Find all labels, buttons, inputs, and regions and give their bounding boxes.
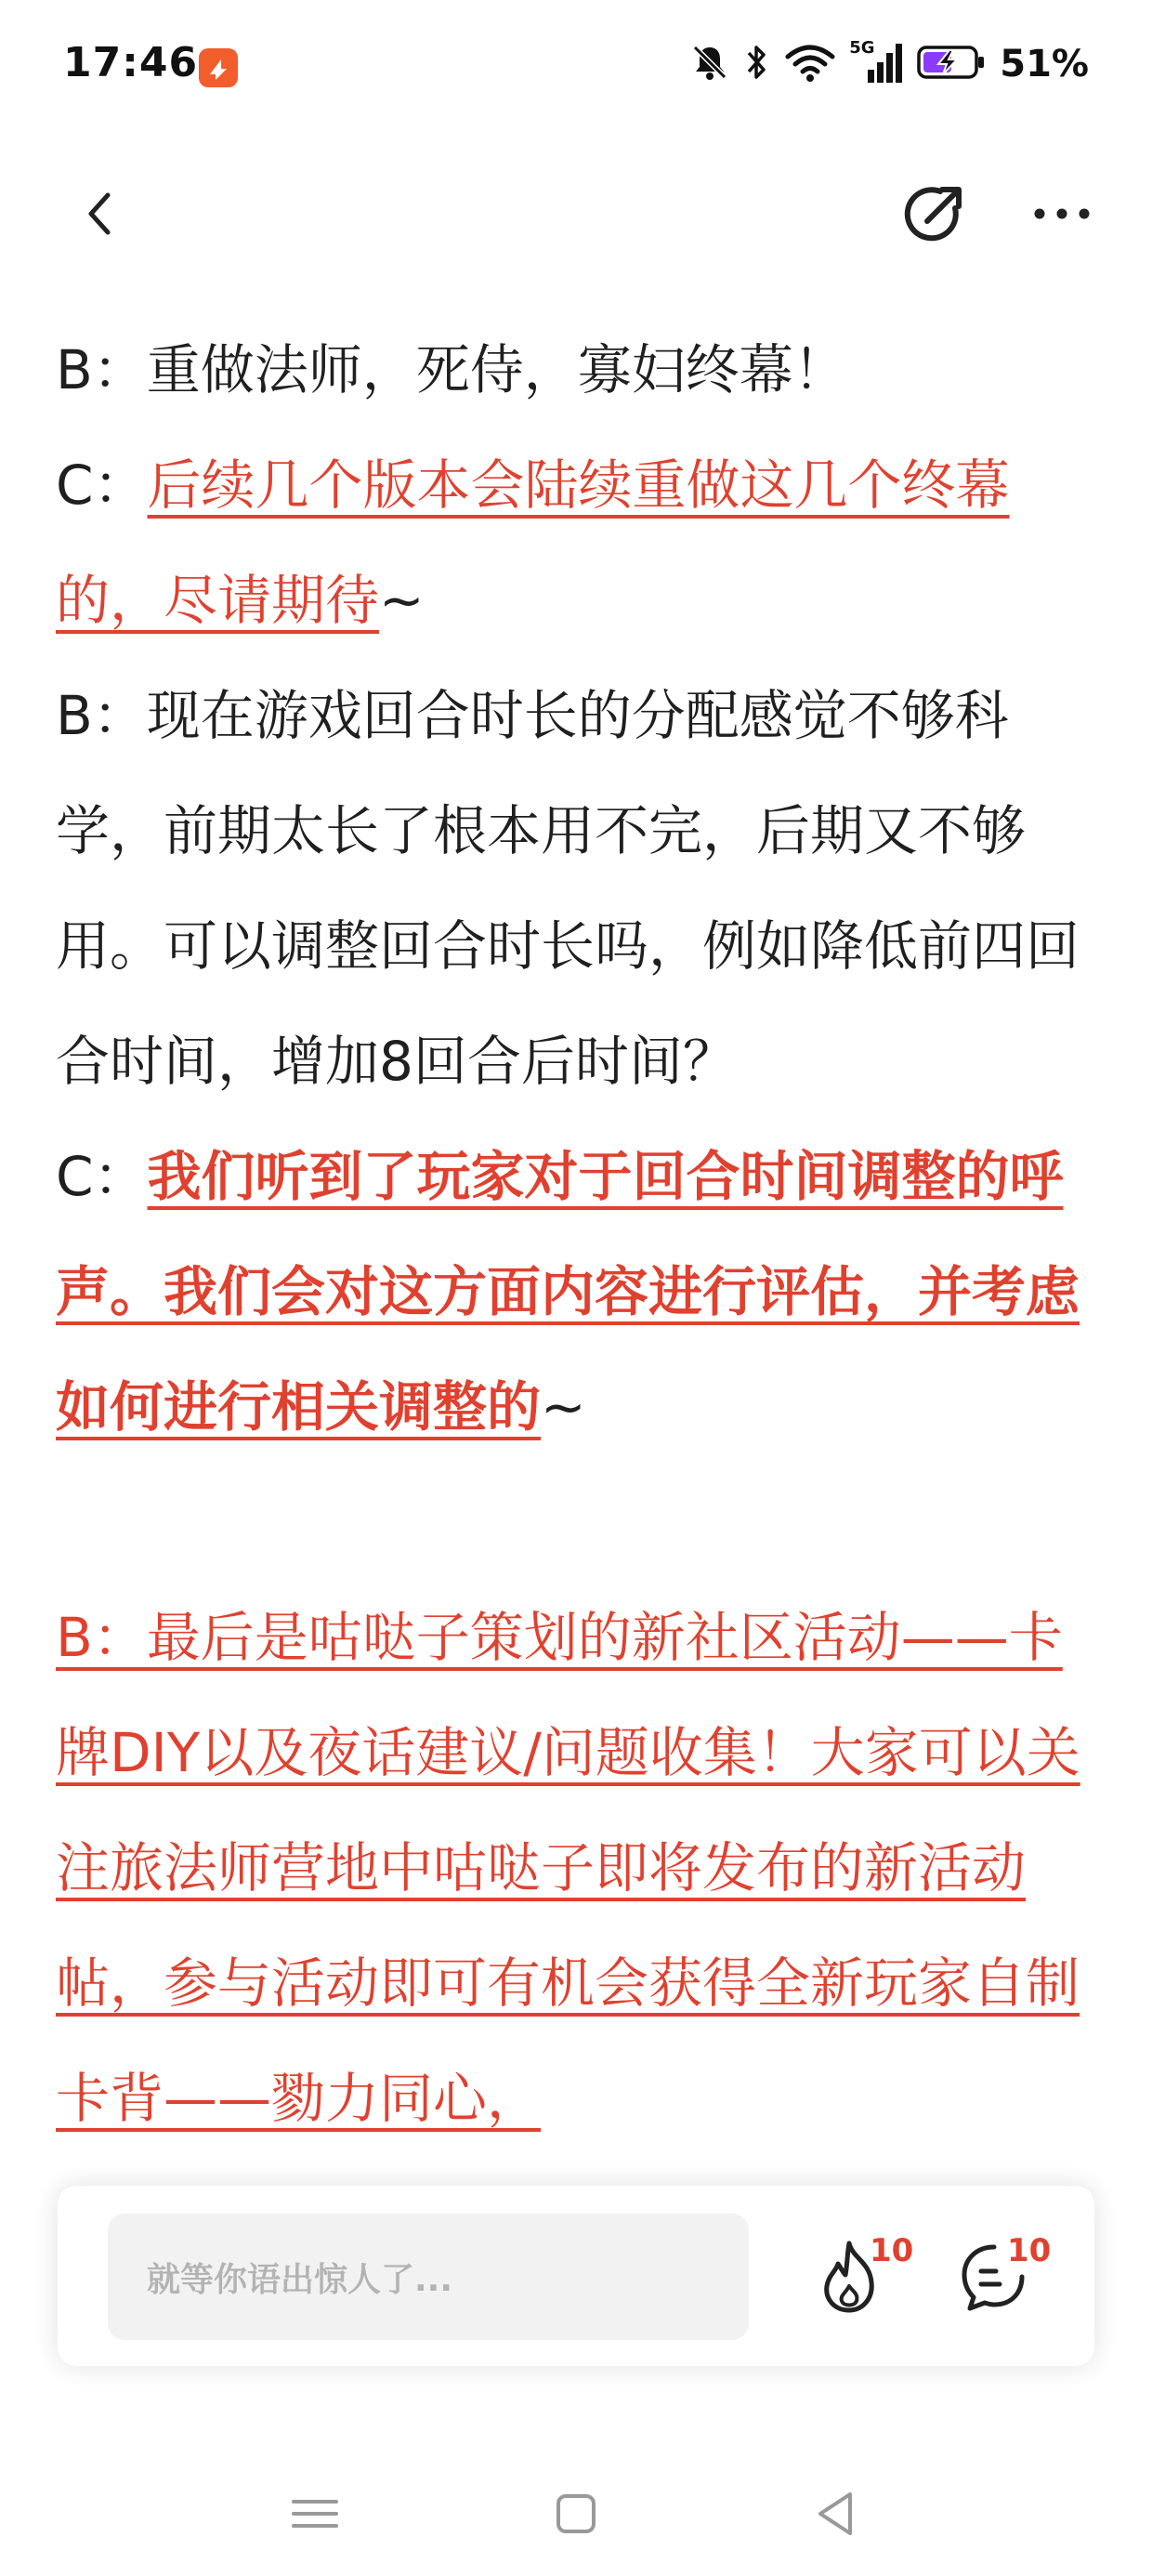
back-icon[interactable] [71,184,130,243]
paragraph-1 [56,312,1096,427]
para2-suffix: ~ [379,569,425,632]
status-icons [689,38,1089,87]
share-icon[interactable] [901,180,968,247]
paragraph-2 [56,427,1096,658]
home-icon[interactable] [543,2481,609,2546]
paragraph-5 [56,1580,1096,2156]
para3-text: B：现在游戏回合时长的分配感觉不够科学，前期太长了根本用不完，后期又不够用。可以调整回合时长吗，例如降低前四回合时间，增加8回合后时间？ [56,684,1080,1093]
system-navigation-bar [0,2453,1152,2576]
status-bar [0,0,1152,130]
bluetooth-icon [743,42,771,86]
mute-icon [689,42,730,86]
system-back-icon[interactable] [804,2481,869,2546]
comment-bar [58,2186,1094,2366]
comment-placeholder: 就等你语出惊人了... [147,2260,453,2299]
comment-button[interactable] [957,2234,1059,2318]
para2-highlight[interactable]: 后续几个版本会陆续重做这几个终幕的，尽请期待 [56,453,1010,632]
para2-prefix: C： [56,453,148,517]
battery-icon [916,42,987,86]
para4-prefix: C： [56,1145,148,1208]
para5-highlight[interactable]: B：最后是咕哒子策划的新社区活动——卡牌DIY以及夜话建议/问题收集！大家可以关注旅法师营地中咕哒子即将发布的新活动帖，参与活动即可有机会获得全新玩家自制卡背——勠力同心， [56,1606,1080,2130]
top-navigation [0,158,1152,269]
more-icon[interactable] [1031,186,1093,242]
paragraph-3 [56,658,1096,1119]
status-time: 17:46 [63,39,199,86]
app-notification-icon [199,48,238,87]
article-body [56,312,1096,2156]
comment-input[interactable] [108,2214,749,2340]
cellular-signal-icon [849,38,903,86]
para1-text: B：重做法师，死侍，寡妇终幕！ [56,338,847,401]
like-button[interactable] [818,2234,920,2318]
recent-apps-icon[interactable] [282,2481,347,2546]
comment-count: 10 [1007,2232,1052,2269]
wifi-icon [784,42,836,86]
like-count: 10 [870,2232,914,2269]
para4-suffix: ~ [541,1375,586,1439]
paragraph-4 [56,1119,1096,1465]
para4-highlight[interactable]: 我们听到了玩家对于回合时间调整的呼声。我们会对这方面内容进行评估，并考虑如何进行相关调整的 [56,1145,1080,1439]
paragraph-spacer [56,1465,1096,1580]
network-label: 5G [849,38,875,58]
battery-percent: 51% [1000,43,1089,85]
